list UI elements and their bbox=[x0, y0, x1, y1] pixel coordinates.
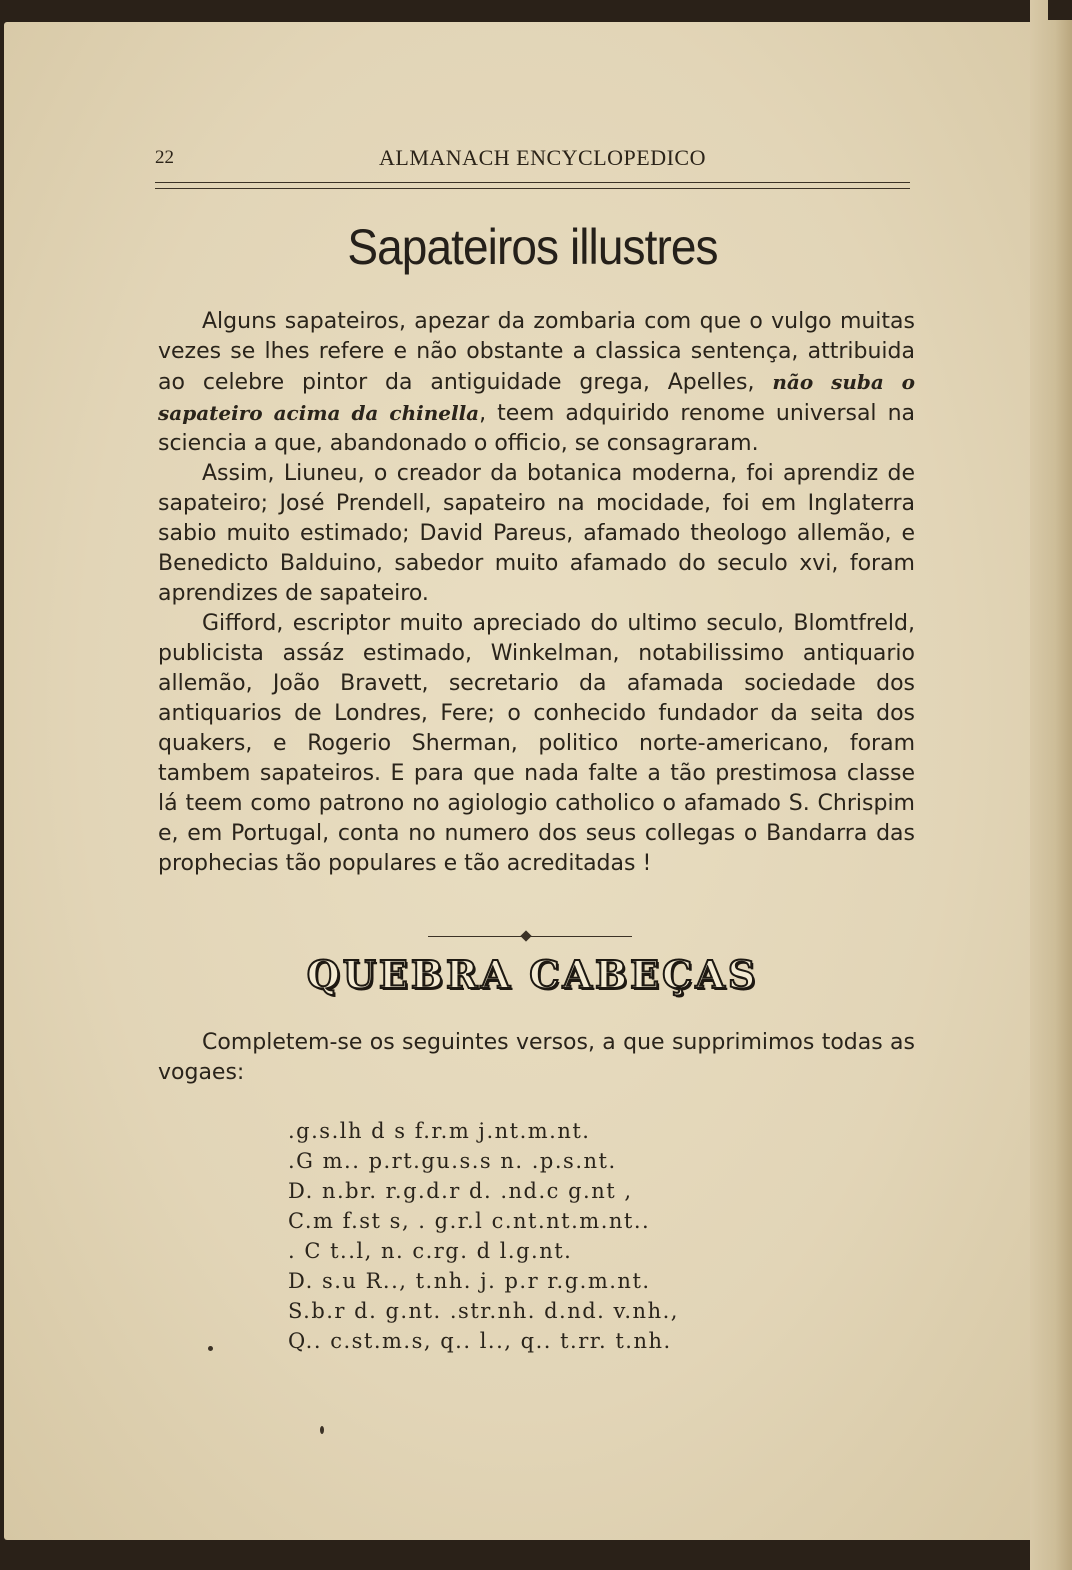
verse-list bbox=[288, 1116, 848, 1356]
running-head bbox=[155, 145, 910, 173]
diamond-ornament-icon bbox=[520, 930, 531, 941]
ornament-divider bbox=[428, 932, 632, 942]
paper-speck bbox=[320, 1426, 324, 1434]
paragraph-1 bbox=[158, 307, 915, 459]
paragraph-2: Assim, Liuneu, o creador da botanica moderna, foi aprendiz de sapateiro; José Prendell, sapateiro na mocidade, foi em Inglaterra sabio muito estimado; David Pareus, afamado theologo allemão, e Benedicto Balduino, sabedor muito afamado do seculo xvi, foram aprendizes de sapateiro. bbox=[158, 461, 915, 606]
verse-line: S.b.r d. g.nt. .str.nh. d.nd. v.nh., bbox=[288, 1299, 679, 1323]
verse-line: .G m.. p.rt.gu.s.s n. .p.s.nt. bbox=[288, 1149, 617, 1173]
header-double-rule bbox=[155, 182, 910, 189]
verse-line: D. n.br. r.g.d.r d. .nd.c g.nt , bbox=[288, 1179, 633, 1203]
paragraph-1-text-end: , teem adquirido renome universal na sciencia a que, abandonado o officio, se consagraram. bbox=[158, 401, 915, 456]
verse-line: . C t..l, n. c.rg. d l.g.nt. bbox=[288, 1239, 573, 1263]
italic-quote: não suba o sapateiro acima da chinella bbox=[158, 370, 915, 425]
article-title: Sapateiros illustres bbox=[347, 219, 718, 275]
running-head-title: ALMANACH ENCYCLOPEDICO bbox=[379, 145, 706, 170]
scan-background bbox=[1048, 0, 1072, 20]
article-body bbox=[158, 307, 915, 879]
verse-line: C.m f.st s, . g.r.l c.nt.nt.m.nt.. bbox=[288, 1209, 651, 1233]
paragraph-3: Gifford, escriptor muito apreciado do ultimo seculo, Blomtfreld, publicista assáz estimado, Winkelman, notabilissimo antiquario allemão, João Bravett, secretario da afamada sociedade dos antiquarios de Londres, Fere; o conhecido fundador da seita dos quakers, e Rogerio Sherman, politico norte-americano, foram tambem sapateiros. E para que nada falte a tão prestimosa classe lá teem como patrono no agiologio catholico o afamado S. Chrispim e, em Portugal, conta no numero dos seus collegas o Bandarra das prophecias tão populares e tão acreditadas ! bbox=[158, 611, 915, 876]
facing-page-edge bbox=[1030, 0, 1072, 1570]
puzzle-intro: Completem-se os seguintes versos, a que supprimimos todas as vogaes: bbox=[158, 1030, 915, 1085]
verse-line: D. s.u R.., t.nh. j. p.r r.g.m.nt. bbox=[288, 1269, 651, 1293]
paper-speck bbox=[208, 1346, 213, 1351]
page-number: 22 bbox=[155, 147, 174, 168]
verse-line: Q.. c.st.m.s, q.. l.., q.. t.rr. t.nh. bbox=[288, 1329, 672, 1353]
verse-line: .g.s.lh d s f.r.m j.nt.m.nt. bbox=[288, 1119, 591, 1143]
paragraph-1-text: Alguns sapateiros, apezar da zombaria com que o vulgo muitas vezes se lhes refere e não obstante a classica sentença, attribuida ao celebre pintor da antiguidade grega, Apelles, bbox=[158, 309, 915, 395]
section-heading: QUEBRA CABEÇAS bbox=[306, 952, 759, 997]
